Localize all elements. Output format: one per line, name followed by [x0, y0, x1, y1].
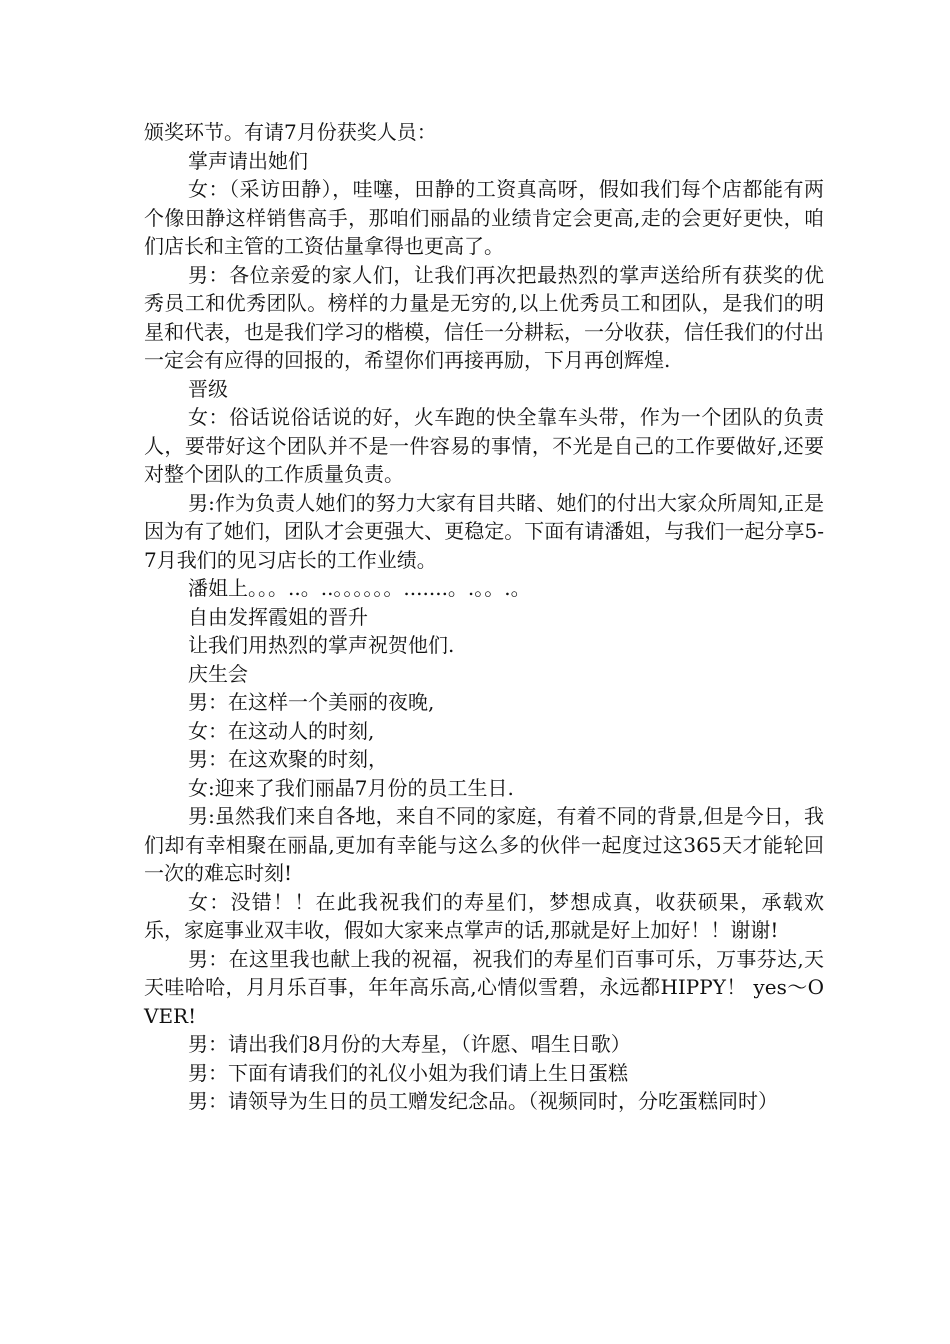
paragraph: 女：俗话说俗话说的好，火车跑的快全靠车头带，作为一个团队的负责人，要带好这个团队并不是一件容易的事情，不光是自己的工作要做好,还要对整个团队的工作质量负责。: [144, 405, 824, 486]
paragraph: 男：下面有请我们的礼仪小姐为我们请上生日蛋糕: [188, 1060, 628, 1085]
paragraph: 男：请出我们8月份的大寿星，（许愿、唱生日歌）: [188, 1032, 631, 1056]
paragraph: 女：在这动人的时刻,: [188, 718, 375, 743]
paragraph: 庆生会: [188, 661, 248, 686]
paragraph: 潘姐上。。。..。..。。。。。。.......。.。。.。: [188, 576, 531, 600]
paragraph: 女：没错！！在此我祝我们的寿星们，梦想成真，收获硕果，承载欢乐，家庭事业双丰收，假如大家来点掌声的话,那就是好上加好！！谢谢!: [144, 889, 824, 942]
paragraph: 自由发挥霞姐的晋升: [188, 604, 368, 629]
paragraph: 男：在这样一个美丽的夜晚,: [188, 690, 435, 714]
paragraph: 掌声请出她们: [188, 148, 308, 173]
paragraph: 女：（采访田静），哇噻，田静的工资真高呀，假如我们每个店都能有两个像田静这样销售高手，那咱们丽晶的业绩肯定会更高,走的会更好更快，咱们店长和主管的工资估量拿得也更高了。: [144, 177, 824, 258]
paragraph: 颁奖环节。有请7月份获奖人员：: [144, 120, 437, 144]
paragraph: 男：各位亲爱的家人们，让我们再次把最热烈的掌声送给所有获奖的优秀员工和优秀团队。榜样的力量是无穷的,以上优秀员工和团队，是我们的明星和代表，也是我们学习的楷模，信任一分耕耘，一分收获，信任我们的付出一定会有应得的回报的，希望你们再接再励，下月再创辉煌.: [144, 262, 824, 372]
paragraph: 男：请领导为生日的员工赠发纪念品。（视频同时，分吃蛋糕同时）: [188, 1089, 778, 1113]
document-page: [144, 118, 824, 1116]
paragraph: 晋级: [188, 376, 228, 401]
paragraph: 让我们用热烈的掌声祝贺他们.: [188, 633, 455, 657]
paragraph: 男:虽然我们来自各地，来自不同的家庭，有着不同的背景,但是今日，我们却有幸相聚在丽晶,更加有幸能与这么多的伙伴一起度过这365天才能轮回一次的难忘时刻!: [144, 804, 824, 885]
paragraph: 女:迎来了我们丽晶7月份的员工生日.: [188, 775, 514, 800]
paragraph: 男：在这里我也献上我的祝福，祝我们的寿星们百事可乐，万事芬达,天天哇哈哈，月月乐百事，年年高乐高,心情似雪碧，永远都HIPPY！ yes～OVER!: [144, 946, 824, 1028]
paragraph: 男：在这欢聚的时刻，: [188, 747, 388, 771]
paragraph: 男:作为负责人她们的努力大家有目共睹、她们的付出大家众所周知,正是因为有了她们，团队才会更强大、更稳定。下面有请潘姐，与我们一起分享5-7月我们的见习店长的工作业绩。: [144, 490, 824, 572]
